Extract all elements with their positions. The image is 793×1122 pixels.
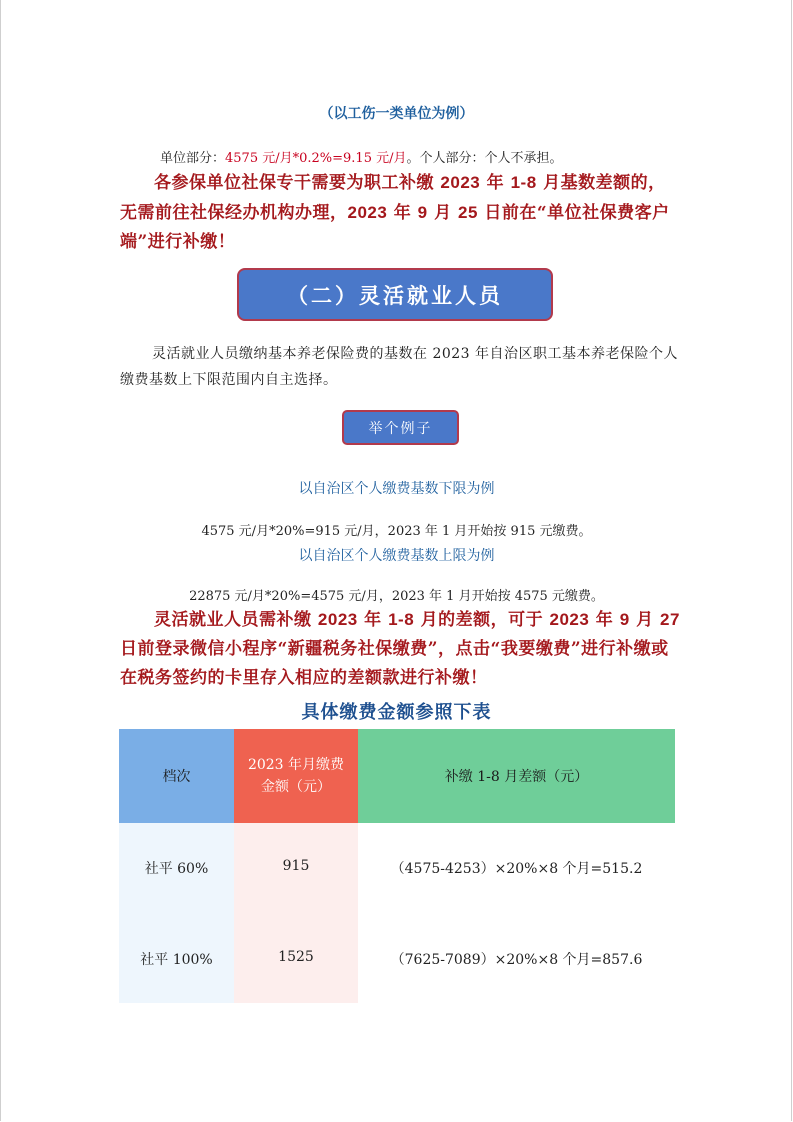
header-monthly-line2: 金额（元） [261,779,331,795]
notice2-text-2: 年 [364,610,382,630]
row2-level: 社平 100% [140,952,213,968]
notice1-text-6: 日前在“单位社保费客户端”进行补缴！ [120,203,670,252]
row1-diff: （4575-4253）×20%×8 个月=515.2 [390,861,643,877]
unit-contribution-line [160,147,563,166]
row1-level: 社平 60% [144,861,209,877]
notice1-text-2: 年 [486,173,505,193]
upper-limit-calc: 22875 元/月*20%=4575 元/月，2023 年 1 月开始按 4575 元缴费。 [189,589,604,604]
notice2-year-1: 2023 [317,610,358,629]
flexible-intro-text: 灵活就业人员缴纳基本养老保险费的基数在 2023 年自治区职工基本养老保险个人缴费基数上下限范围内自主选择。 [120,346,679,388]
notice2-month: 9 [619,610,630,629]
monthly-column-bg [234,823,358,1003]
notice2-year-2: 2023 [549,610,590,629]
notice1-text-4: 年 [393,203,412,223]
unit-label: 单位部分： [160,151,226,166]
notice1-day: 25 [457,203,478,222]
notice2-text-3: 月的差额，可于 [420,610,544,630]
notice1-year-2: 2023 [347,203,388,222]
table-header-row [119,729,675,823]
section-banner: （二）灵活就业人员 [237,268,553,321]
notice1-months: 1-8 [510,173,537,192]
employer-notice [120,168,680,257]
header-level: 档次 [119,729,234,823]
notice2-day: 27 [660,610,680,629]
notice2-text-5: 月 [636,610,654,630]
notice1-text-1: 各参保单位社保专干需要为职工补缴 [154,173,434,193]
lower-limit-heading: 以自治区个人缴费基数下限为例 [298,481,495,497]
unit-rest: 。个人部分：个人不承担。 [406,151,563,166]
header-monthly [234,729,358,823]
notice2-text-4: 年 [595,610,614,630]
table-body [119,823,675,1003]
lower-limit-calc: 4575 元/月*20%=915 元/月，2023 年 1 月开始按 915 元缴费。 [201,524,592,539]
level-column-bg [119,823,234,1003]
table-title: 具体缴费金额参照下表 [301,702,492,723]
unit-formula: 4575 元/月*0.2%=9.15 元/月 [225,151,407,166]
notice2-text-6: 日前登录微信小程序“新疆税务社保缴费”，点击“我要缴费”进行补缴或在税务签约的卡里存入相应的差额款进行补缴！ [120,639,669,688]
flexible-notice [120,605,680,693]
example-heading: （以工伤一类单位为例） [319,106,474,122]
row2-monthly: 1525 [278,949,314,965]
notice2-months: 1-8 [388,610,415,629]
notice1-year-1: 2023 [440,173,481,192]
row1-monthly: 915 [282,858,310,874]
header-diff: 补缴 1-8 月差额（元） [358,729,675,823]
example-button: 举个例子 [342,410,459,445]
row2-diff: （7625-7089）×20%×8 个月=857.6 [390,952,643,968]
notice1-text-3: 月基数差额的，无需前往社保经办机构办理， [120,173,666,223]
upper-limit-heading: 以自治区个人缴费基数上限为例 [298,548,495,564]
notice1-text-5: 月 [434,203,452,223]
notice1-month: 9 [417,203,428,222]
header-monthly-line1: 2023 年月缴费 [247,757,345,773]
notice2-text-1: 灵活就业人员需补缴 [154,610,312,630]
fee-table [119,729,675,823]
flexible-intro [120,341,680,393]
